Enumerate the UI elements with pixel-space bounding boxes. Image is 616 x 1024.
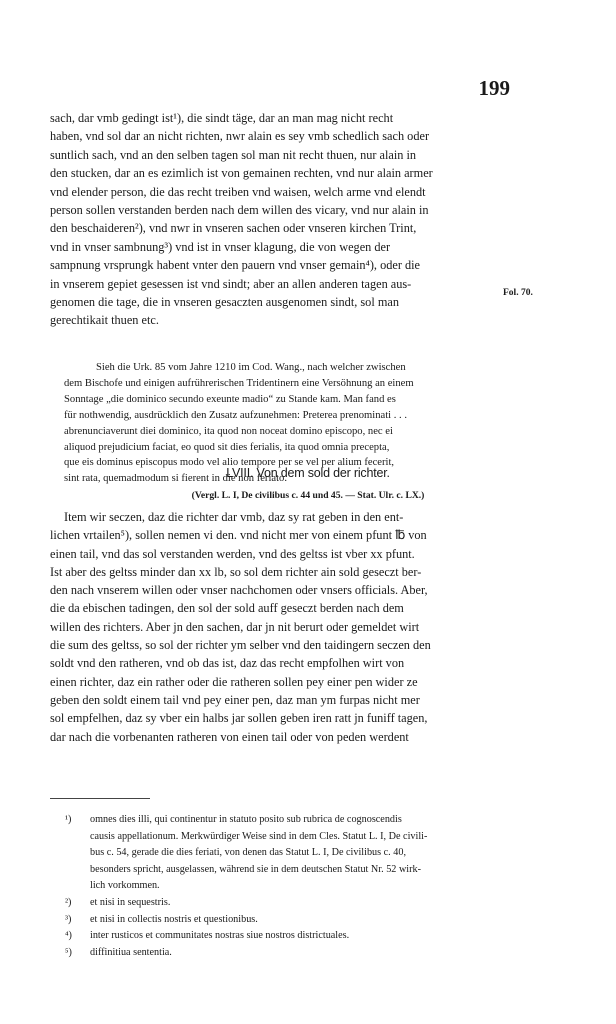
text-line: geben den soldt einem tail vnd pey einer pen, daz man ym furpas nicht mer [50,692,420,707]
text-line: in vnserem gepiet gesessen ist vnd sindt; aber an allen anderen tagen aus- [50,276,412,291]
footnote-5 [50,945,510,962]
footnote-mark: ¹) [65,814,72,825]
footnote-line: omnes dies illi, qui continentur in statuto posito sub rubrica de cognoscendis [90,814,402,825]
page-number: 199 [478,76,510,100]
note-line: dem Bischofe und einigen aufrührerischen Tridentinern eine Versöhnung an einem [64,377,414,389]
text-line: lichen vrtailen⁵), sollen nemen vi den. vnd nicht mer von einem pfunt ℔ von [50,528,427,543]
note-line: Sonntage „die dominico secundo exeunte madio“ zu Stande kam. Man fand es [64,393,396,405]
text-line: einen tail, vnd das sol verstanden werden, vnd des geltss ist vber xx pfunt. [50,546,415,561]
text-line: gerechtikait thuen etc. [50,313,159,328]
footnote-mark: ³) [65,913,72,925]
text-line: suntlich sach, vnd an den selben tagen sol man nit recht thuen, nur alain in [50,147,417,162]
note-line: für nothwendig, ausdrücklich den Zusatz aufzunehmen: Preterea prenominati . . . [64,409,408,421]
footnote-line: et nisi in collectis nostris et questionibus. [90,913,258,925]
footnote-3 [50,912,510,929]
note-line: aliquod prejudicium faciat, eo quod sit dies ferialis, ita quod omnia precepta, [64,441,390,453]
section-body [50,508,503,746]
footnote-line: lich vorkommen. [90,880,160,892]
text-line: den nach vnserem willen oder vnser nachchomen oder vnsers officials. Aber, [50,583,428,598]
footnote-line: besonders spricht, ausgelassen, während sie in dem deutschen Statut Nr. 52 wirk- [90,863,422,875]
text-line: soldt vnd den ratheren, vnd ob das ist, daz das recht empfolhen wirt von [50,656,405,671]
footnote-line: bus c. 54, gerade die dies feriati, von denen das Statut L. I, De civilibus c. 40, [90,847,407,859]
section-subheading: (Vergl. L. I, De civilibus c. 44 und 45. — Stat. Ulr. c. LX.) [191,490,425,501]
text-line: sol empfelhen, daz sy vber ein halbs jar sollen geben iren ratt jn funiff tagen, [50,711,428,726]
text-line: den stucken, dar an es ezimlich ist von gemainen rechten, vnd nur alain armer [50,166,433,181]
text-line: dar nach die vorbenanten ratheren von einen tail oder von peden werdent [50,729,409,744]
footnote-1 [50,812,510,895]
footnote-mark: ²) [65,896,72,908]
note-line: Sieh die Urk. 85 vom Jahre 1210 im Cod. Wang., nach welcher zwischen [96,362,406,373]
text-line: vnd elender person, die das recht treiben vnd waisen, welch arme vnd elendt [50,184,426,199]
text-line: sach, dar vmb gedingt ist¹), die sindt täge, dar an man mag nicht recht [50,111,394,125]
footnote-line: diffinitiua sententia. [90,946,172,958]
footnotes [50,812,510,961]
footnote-line: inter rusticos et communitates nostras siue nostros districtuales. [90,930,350,942]
footnote-line: causis appellationum. Merkwürdiger Weise sind in dem Cles. Statut L. I, De civili- [90,830,428,842]
text-line: sampnung vrsprungk habent vnter den pauern vnd vnser gemain⁴), oder die [50,258,421,273]
text-line: willen des richters. Aber jn den sachen, dar jn nit berurt oder gemeldet wirt [50,619,420,634]
text-line: Ist aber des geltss minder dan xx lb, so sol dem richter ain sold geseczt ber- [50,564,422,579]
main-paragraph [50,109,503,330]
text-line: die sum des geltss, so sol der richter ym selber vnd den taidingern seczen den [50,638,431,653]
footnote-rule [50,798,150,799]
text-line: den beschaideren²), vnd nwr in vnseren sachen oder vnseren kirchen Trint, [50,221,417,236]
margin-note: Fol. 70. [503,288,533,298]
note-line: abrenunciaverunt diei dominico, ita quod non noceat domino episcopo, nec ei [64,425,393,437]
footnote-2 [50,895,510,912]
text-line: Item wir seczen, daz die richter dar vmb, daz sy rat geben in den ent- [64,510,404,524]
footnote-mark: ⁵) [65,946,72,958]
footnote-line: et nisi in sequestris. [90,896,171,908]
text-line: haben, vnd sol dar an nicht richten, nwr alain es sey vmb schedlich sach oder [50,129,430,144]
footnote-mark: ⁴) [65,930,72,942]
footnote-4 [50,928,510,945]
text-line: einen richter, daz ein rather oder die ratheren sollen pey einer pen wider ze [50,674,418,689]
section-heading: LVIII. Von dem sold der richter. [226,466,390,480]
text-line: genomen die tage, die in vnseren gesaczten ausgenomen sindt, sol man [50,295,399,310]
text-line: vnd in vnser sambnung³) vnd ist in vnser klagung, die von wegen der [50,239,391,254]
note-line: sint rata, quemadmodum si fierent in die non feriato. [64,473,287,485]
text-line: person sollen verstanden berden nach dem willen des vicary, vnd nur alain in [50,203,429,218]
text-line: die da ebischen tadingen, den sol der sold auff geseczt berden nach dem [50,601,404,616]
note-line: que eis dominus episcopus modo vel alio tempore per se vel per alium fecerit, [64,457,395,469]
